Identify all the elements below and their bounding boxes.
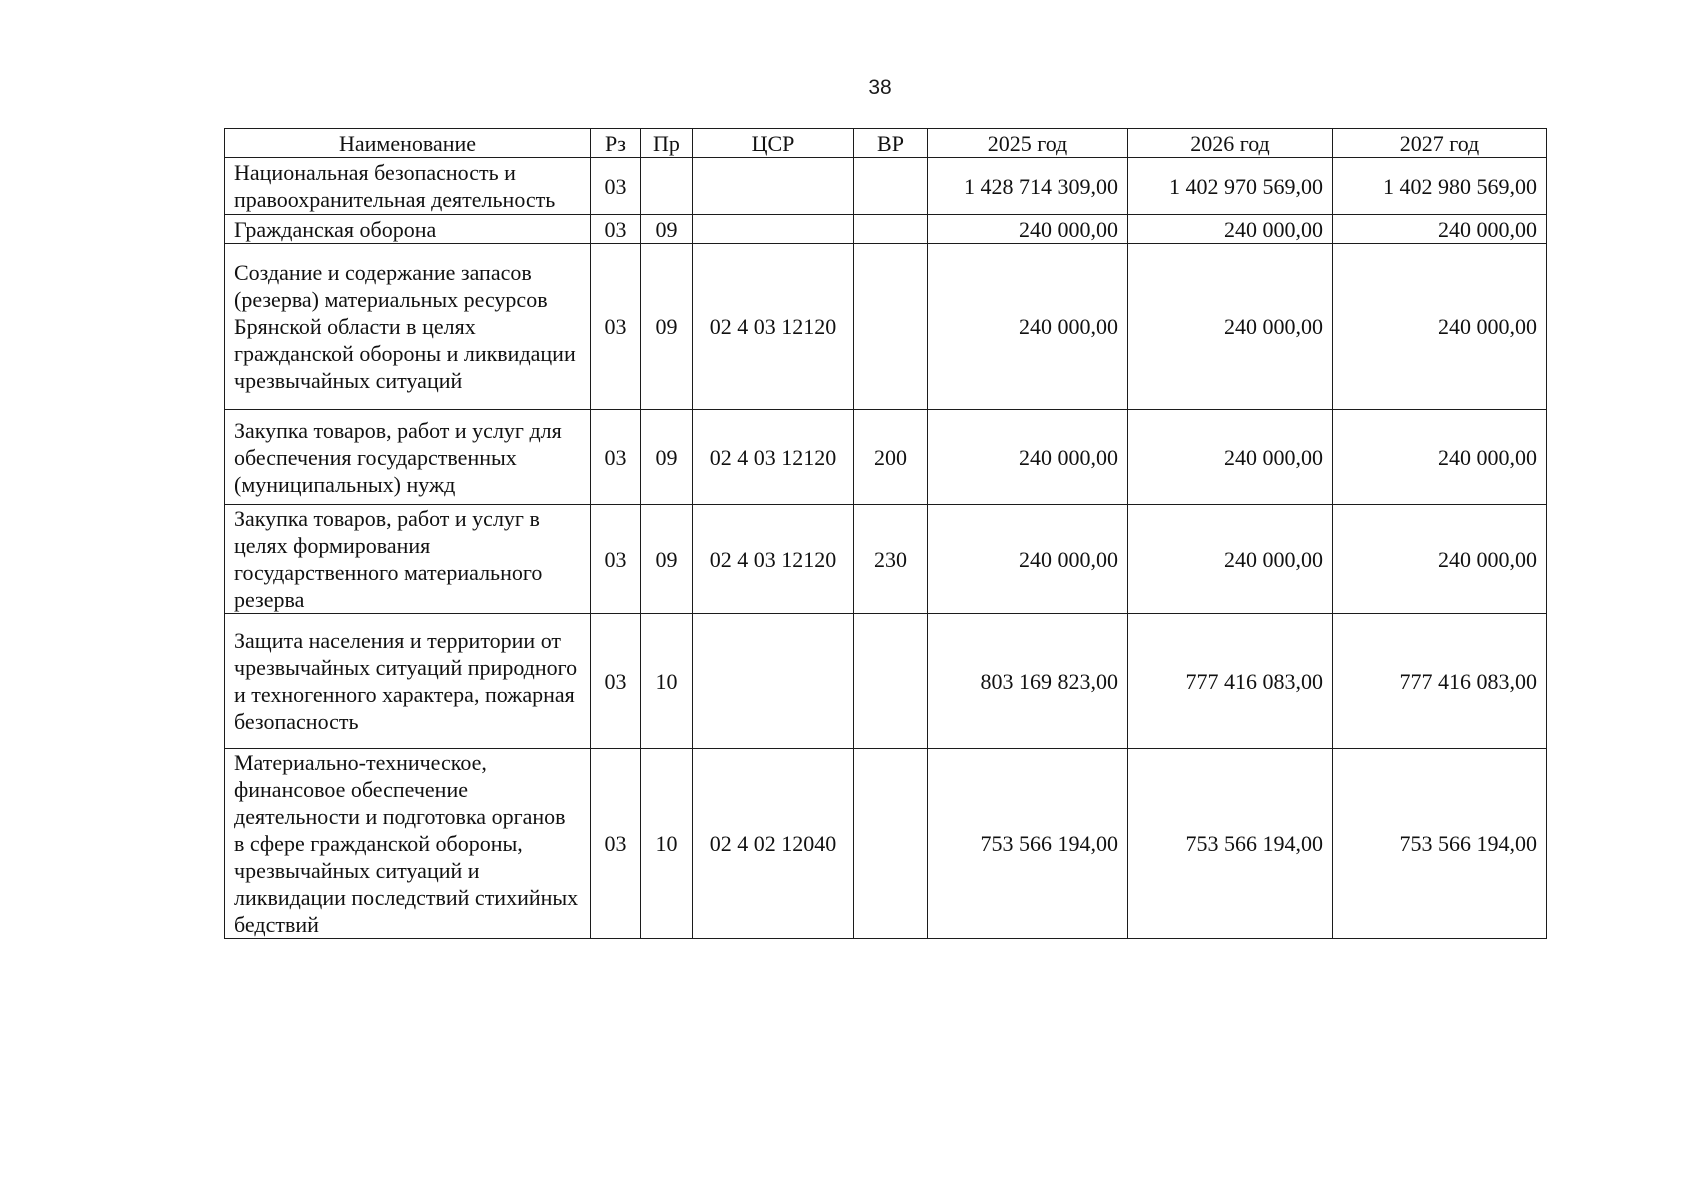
cell-rz: 03 [591,158,641,215]
cell-rz: 03 [591,244,641,410]
cell-csr: 02 4 02 12040 [693,749,854,939]
cell-csr [693,158,854,215]
cell-2027: 1 402 980 569,00 [1333,158,1547,215]
cell-2025: 240 000,00 [928,410,1128,505]
header-csr: ЦСР [693,129,854,158]
table-header-row [225,129,1547,158]
cell-vr: 200 [854,410,928,505]
cell-2025: 803 169 823,00 [928,614,1128,749]
cell-2026: 240 000,00 [1128,410,1333,505]
cell-pr: 10 [641,614,693,749]
cell-vr [854,614,928,749]
cell-rz: 03 [591,614,641,749]
table-row [225,505,1547,614]
header-2025: 2025 год [928,129,1128,158]
cell-csr: 02 4 03 12120 [693,244,854,410]
cell-rz: 03 [591,410,641,505]
cell-2027: 240 000,00 [1333,244,1547,410]
table-row [225,244,1547,410]
cell-2025: 1 428 714 309,00 [928,158,1128,215]
table-row [225,410,1547,505]
header-vr: ВР [854,129,928,158]
cell-2027: 240 000,00 [1333,505,1547,614]
cell-2027: 753 566 194,00 [1333,749,1547,939]
cell-vr [854,244,928,410]
cell-2026: 240 000,00 [1128,505,1333,614]
cell-2026: 1 402 970 569,00 [1128,158,1333,215]
page-number: 38 [868,76,892,99]
header-pr: Пр [641,129,693,158]
table-row [225,158,1547,215]
cell-2027: 240 000,00 [1333,410,1547,505]
cell-name: Гражданская оборона [225,215,591,244]
cell-2027: 777 416 083,00 [1333,614,1547,749]
cell-pr: 09 [641,244,693,410]
table-row [225,215,1547,244]
cell-rz: 03 [591,505,641,614]
cell-pr: 09 [641,410,693,505]
cell-2025: 753 566 194,00 [928,749,1128,939]
cell-2026: 240 000,00 [1128,215,1333,244]
header-2027: 2027 год [1333,129,1547,158]
cell-name: Закупка товаров, работ и услуг в целях формирования государственного материального резерва [225,505,591,614]
table-row [225,614,1547,749]
cell-name: Материально-техническое, финансовое обеспечение деятельности и подготовка органов в сфере гражданской обороны, чрезвычайных ситуаций и ликвидации последствий стихийных бедствий [225,749,591,939]
cell-csr: 02 4 03 12120 [693,410,854,505]
cell-name: Закупка товаров, работ и услуг для обеспечения государственных (муниципальных) нужд [225,410,591,505]
cell-pr [641,158,693,215]
cell-csr [693,215,854,244]
cell-vr: 230 [854,505,928,614]
cell-pr: 09 [641,505,693,614]
header-2026: 2026 год [1128,129,1333,158]
cell-2026: 240 000,00 [1128,244,1333,410]
cell-name: Защита населения и территории от чрезвычайных ситуаций природного и техногенного характера, пожарная безопасность [225,614,591,749]
cell-vr [854,749,928,939]
cell-csr: 02 4 03 12120 [693,505,854,614]
cell-pr: 10 [641,749,693,939]
cell-vr [854,158,928,215]
cell-name: Создание и содержание запасов (резерва) материальных ресурсов Брянской области в целях гражданской обороны и ликвидации чрезвычайных ситуаций [225,244,591,410]
table-row [225,749,1547,939]
cell-rz: 03 [591,749,641,939]
cell-vr [854,215,928,244]
cell-2025: 240 000,00 [928,505,1128,614]
cell-2027: 240 000,00 [1333,215,1547,244]
cell-2025: 240 000,00 [928,215,1128,244]
cell-rz: 03 [591,215,641,244]
cell-2026: 777 416 083,00 [1128,614,1333,749]
cell-name: Национальная безопасность и правоохранительная деятельность [225,158,591,215]
budget-table [224,128,1547,939]
header-rz: Рз [591,129,641,158]
header-name: Наименование [225,129,591,158]
cell-2026: 753 566 194,00 [1128,749,1333,939]
cell-pr: 09 [641,215,693,244]
cell-2025: 240 000,00 [928,244,1128,410]
cell-csr [693,614,854,749]
